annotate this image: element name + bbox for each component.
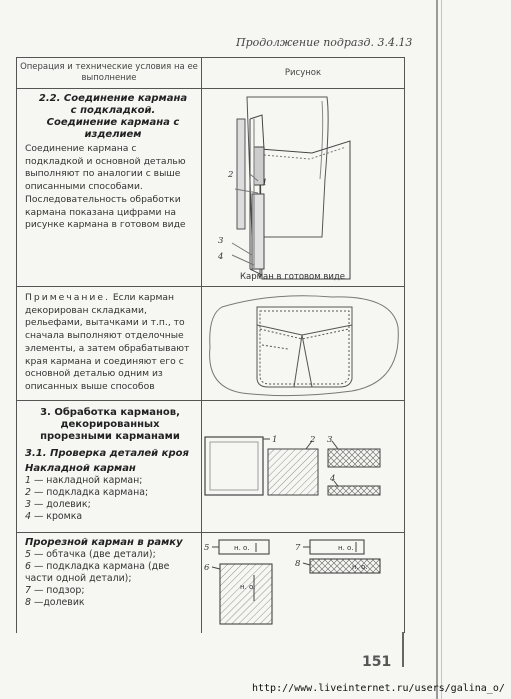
row4-grain-8: н. о.: [352, 563, 368, 571]
footer-url[interactable]: http://www.liveinternet.ru/users/galina_o/: [252, 683, 505, 694]
row4-grain-7: н. о.: [338, 544, 354, 552]
row2-figure-cell: [202, 287, 405, 401]
page-edge-line-2: [441, 0, 442, 699]
row1-text-cell: [17, 89, 202, 287]
row1-label-4: 4: [218, 252, 224, 262]
page-number-bar: [402, 632, 404, 667]
row3-item-1: 1 — накладной карман;: [25, 475, 143, 486]
col-header-operation: Операция и технические условия на ее выполнение: [17, 58, 202, 89]
row1-text: Соединение кармана с подкладкой и основной деталью выполняют по аналогии с выше описанными способами. Последовательность обработки кармана показана цифрами на рисунке кармана в готовом виде: [25, 143, 186, 231]
row1-figure-cell: [202, 89, 405, 287]
row3-label-3: 3: [327, 435, 333, 445]
row1-label-3: 3: [218, 236, 224, 246]
col-header-figure: Рисунок: [202, 58, 405, 89]
page-edge-line: [436, 0, 438, 699]
row4-heading: Прорезной карман в рамку: [25, 537, 183, 548]
row4-item-6: 6 — подкладка кармана (две части одной детали);: [25, 561, 170, 584]
row4-item-8: 8 —долевик: [25, 597, 85, 608]
welt-pocket-parts-figure: [202, 533, 402, 633]
row3-item-3: 3 — долевик;: [25, 499, 91, 510]
row3-item-2: 2 — подкладка кармана;: [25, 487, 149, 498]
row3-figure-cell: [202, 401, 405, 533]
row4-grain-6: н. о.: [240, 583, 256, 591]
row3-title: 3. Обработка карманов, декорированных прорезными карманами: [40, 407, 180, 442]
row4-label-6: 6: [204, 563, 210, 573]
row4-text-cell: [17, 533, 202, 633]
row4-label-5: 5: [204, 543, 210, 553]
row3-label-1: 1: [272, 435, 278, 445]
decorated-pocket-figure: [202, 287, 402, 399]
row3-label-2: 2: [310, 435, 316, 445]
pocket-finished-figure: [202, 89, 402, 285]
row3-label-4: 4: [330, 474, 336, 484]
row1-label-1: 1: [262, 178, 268, 188]
row3-subtitle: 3.1. Проверка деталей кроя: [25, 448, 189, 459]
patch-pocket-parts-figure: [202, 401, 402, 531]
row4-item-7: 7 — подзор;: [25, 585, 85, 596]
running-header: Продолжение подразд. 3.4.13: [236, 36, 413, 49]
row1-title: 2.2. Соединение кармана с подкладкой. Соединение кармана с изделием: [38, 93, 188, 140]
row2-note-text: Если карман декорирован складками, рельефами, вытачками и т.п., то сначала выполняют отделочные элементы, а затем обрабатывают края кармана и соединяют его с основной деталью одним из описанных выше способов: [25, 292, 190, 392]
row3-item-4: 4 — кромка: [25, 511, 83, 522]
row1-label-2: 2: [228, 170, 234, 180]
operations-table: [16, 57, 405, 633]
row3-text-cell: [17, 401, 202, 533]
row2-note-label: Примечание.: [25, 292, 110, 303]
row4-label-8: 8: [295, 559, 301, 569]
row1-caption: Карман в готовом виде: [240, 272, 346, 282]
row4-grain-5: н. о.: [234, 544, 250, 552]
row4-figure-cell: [202, 533, 405, 633]
row4-label-7: 7: [295, 543, 301, 553]
row4-item-5: 5 — обтачка (две детали);: [25, 549, 156, 560]
row2-text: [25, 292, 195, 394]
row2-text-cell: [17, 287, 202, 401]
row3-heading: Накладной карман: [25, 463, 136, 474]
page-number: 151: [362, 654, 392, 670]
